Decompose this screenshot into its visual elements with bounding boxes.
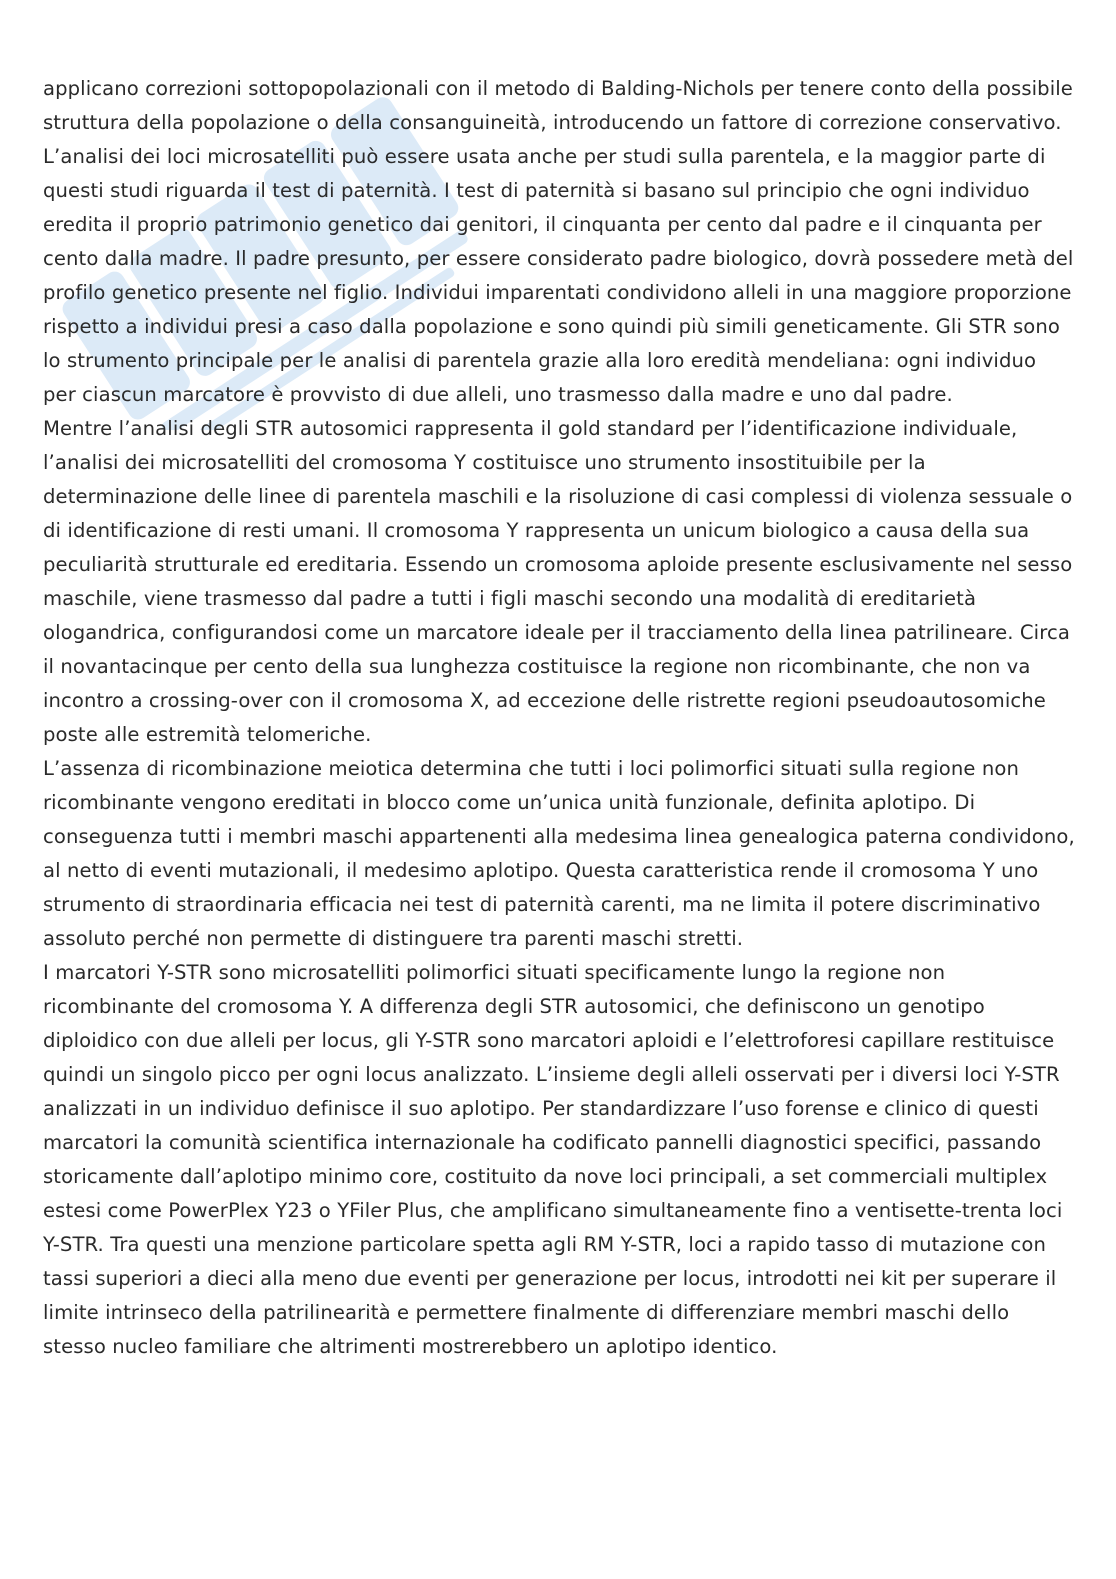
paragraph: L’assenza di ricombinazione meiotica determina che tutti i loci polimorfici situati sulla regione non ricombinante vengono ereditati in blocco come un’unica unità funzionale, definita aplotipo. Di conseguenza tutti i membri maschi appartenenti alla medesima linea genealogica paterna condividono, al netto di eventi mutazionali, il medesimo aplotipo. Questa caratteristica rende il cromosoma Y uno strumento di straordinaria efficacia nei test di paternità carenti, ma ne limita il potere discriminativo assoluto perché non permette di distinguere tra parenti maschi stretti. bbox=[43, 757, 1075, 950]
paragraph: applicano correzioni sottopopolazionali con il metodo di Balding-Nichols per tenere conto della possibile struttura della popolazione o della consanguineità, introducendo un fattore di correzione conservativo. bbox=[43, 77, 1073, 134]
paragraph: I marcatori Y-STR sono microsatelliti polimorfici situati specificamente lungo la regione non ricombinante del cromosoma Y. A differenza degli STR autosomici, che definiscono un genotipo diploidico con due alleli per locus, gli Y-STR sono marcatori aploidi e l’elettroforesi capillare restituisce quindi un singolo picco per ogni locus analizzato. L’insieme degli alleli osservati per i diversi loci Y-STR analizzati in un individuo definisce il suo aplotipo. Per standardizzare l’uso forense e clinico di questi marcatori la comunità scientifica internazionale ha codificato pannelli diagnostici specifici, passando storicamente dall’aplotipo minimo core, costituito da nove loci principali, a set commerciali multiplex estesi come PowerPlex Y23 o YFiler Plus, che amplificano simultaneamente fino a ventisette-trenta loci Y-STR. Tra questi una menzione particolare spetta agli RM Y-STR, loci a rapido tasso di mutazione con tassi superiori a dieci alla meno due eventi per generazione per locus, introdotti nei kit per superare il limite intrinseco della patrilinearità e permettere finalmente di differenziare membri maschi dello stesso nucleo familiare che altrimenti mostrerebbero un aplotipo identico. bbox=[43, 961, 1063, 1358]
body-text bbox=[43, 72, 1075, 1364]
paragraph: L’analisi dei loci microsatelliti può essere usata anche per studi sulla parentela, e la maggior parte di questi studi riguarda il test di paternità. I test di paternità si basano sul principio che ogni individuo eredita il proprio patrimonio genetico dai genitori, il cinquanta per cento dal padre e il cinquanta per cento dalla madre. Il padre presunto, per essere considerato padre biologico, dovrà possedere metà del profilo genetico presente nel figlio. Individui imparentati condividono alleli in una maggiore proporzione rispetto a individui presi a caso dalla popolazione e sono quindi più simili geneticamente. Gli STR sono lo strumento principale per le analisi di parentela grazie alla loro eredità mendeliana: ogni individuo per ciascun marcatore è provvisto di due alleli, uno trasmesso dalla madre e uno dal padre. bbox=[43, 145, 1074, 406]
paragraph: Mentre l’analisi degli STR autosomici rappresenta il gold standard per l’identificazione individuale, l’analisi dei microsatelliti del cromosoma Y costituisce uno strumento insostituibile per la determinazione delle linee di parentela maschili e la risoluzione di casi complessi di violenza sessuale o di identificazione di resti umani. Il cromosoma Y rappresenta un unicum biologico a causa della sua peculiarità strutturale ed ereditaria. Essendo un cromosoma aploide presente esclusivamente nel sesso maschile, viene trasmesso dal padre a tutti i figli maschi secondo una modalità di ereditarietà ologandrica, configurandosi come un marcatore ideale per il tracciamento della linea patrilineare. Circa il novantacinque per cento della sua lunghezza costituisce la regione non ricombinante, che non va incontro a crossing-over con il cromosoma X, ad eccezione delle ristrette regioni pseudoautosomiche poste alle estremità telomeriche. bbox=[43, 417, 1073, 746]
